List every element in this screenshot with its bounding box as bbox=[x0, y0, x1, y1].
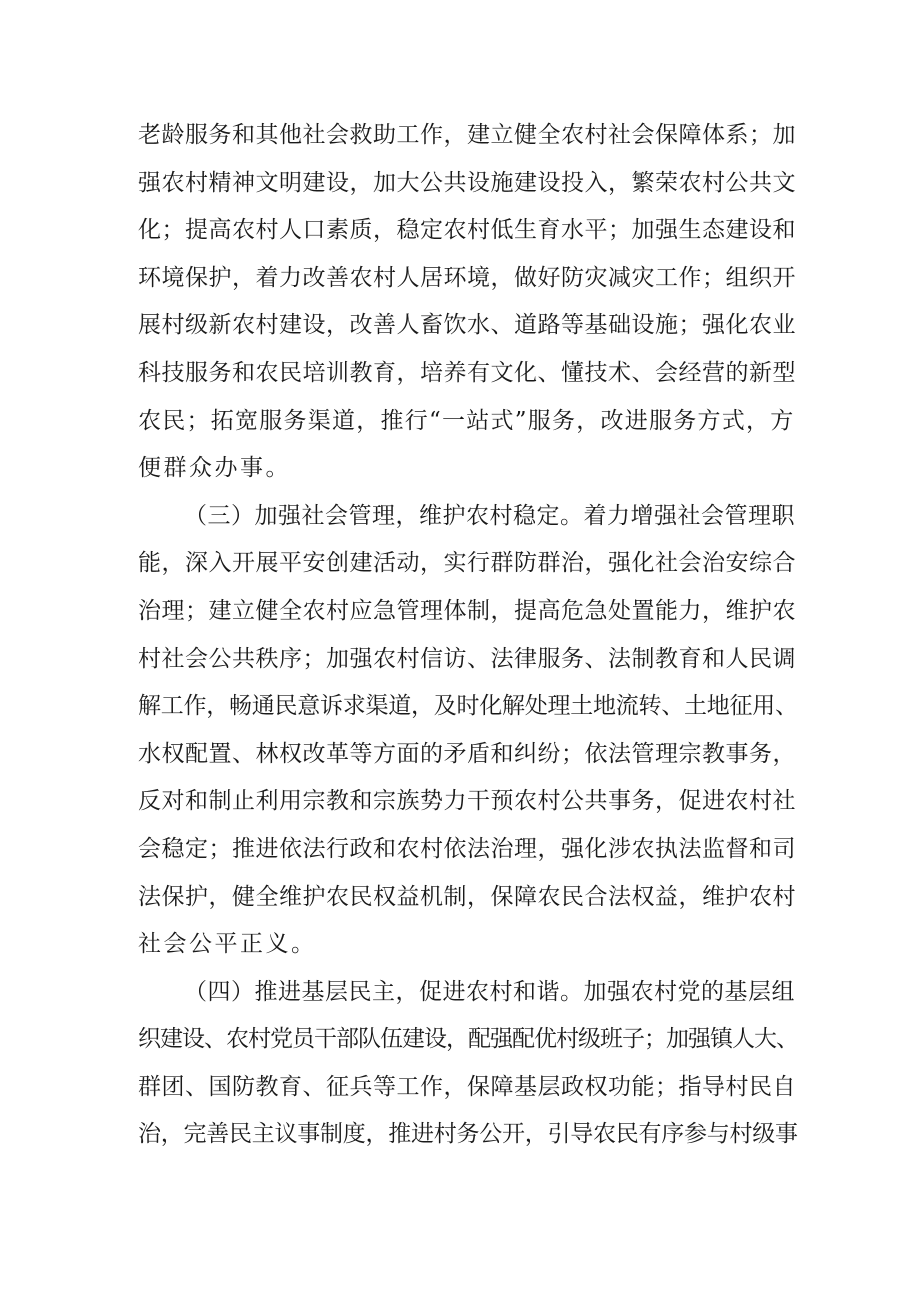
text-line: 群团、国防教育、征兵等工作，保障基层政权功能；指导村民自 bbox=[138, 1073, 796, 1100]
text-line: 化；提高农村人口素质，稳定农村低生育水平；加强生态建设和 bbox=[138, 217, 796, 244]
text-line: 法保护，健全维护农民权益机制，保障农民合法权益，维护农村 bbox=[138, 883, 796, 910]
text-line: 治，完善民主议事制度，推进村务公开，引导农民有序参与村级事 bbox=[138, 1121, 798, 1148]
text-line: 社会公平正义。 bbox=[138, 931, 317, 958]
text-line: 能，深入开展平安创建活动，实行群防群治，强化社会治安综合 bbox=[138, 550, 796, 577]
text-line: 会稳定；推进依法行政和农村依法治理，强化涉农执法监督和司 bbox=[138, 835, 796, 862]
paragraph-social-management bbox=[138, 493, 798, 969]
text-line: 水权配置、林权改革等方面的矛盾和纠纷；依法管理宗教事务， bbox=[138, 740, 796, 767]
text-line: 村社会公共秩序；加强农村信访、法律服务、法制教育和人民调 bbox=[138, 645, 796, 672]
text-line: 强农村精神文明建设，加大公共设施建设投入，繁荣农村公共文 bbox=[138, 169, 796, 196]
text-line: 展村级新农村建设，改善人畜饮水、道路等基础设施；强化农业 bbox=[138, 312, 796, 339]
paragraph-heading-line: （四）推进基层民主，促进农村和谐。加强农村党的基层组 bbox=[184, 978, 795, 1005]
text-line: 科技服务和农民培训教育，培养有文化、懂技术、会经营的新型 bbox=[138, 359, 796, 386]
document-body bbox=[138, 112, 798, 1159]
paragraph-grassroots-democracy bbox=[138, 969, 798, 1159]
text-line: 解工作，畅通民意诉求渠道，及时化解处理土地流转、土地征用、 bbox=[138, 693, 798, 720]
text-line: 环境保护，着力改善农村人居环境，做好防灾减灾工作；组织开 bbox=[138, 264, 796, 291]
text-line: 农民；拓宽服务渠道，推行“一站式”服务，改进服务方式，方 bbox=[138, 407, 795, 434]
text-line: 便群众办事。 bbox=[138, 455, 291, 482]
text-line: 治理；建立健全农村应急管理体制，提高危急处置能力，维护农 bbox=[138, 597, 796, 624]
text-line: 老龄服务和其他社会救助工作，建立健全农村社会保障体系；加 bbox=[138, 122, 796, 148]
paragraph-social-services bbox=[138, 112, 798, 493]
text-line: 反对和制止利用宗教和宗族势力干预农村公共事务，促进农村社 bbox=[138, 788, 796, 815]
paragraph-heading-line: （三）加强社会管理，维护农村稳定。着力增强社会管理职 bbox=[184, 502, 795, 529]
text-line: 织建设、农村党员干部队伍建设，配强配优村级班子；加强镇人大、 bbox=[138, 1026, 798, 1053]
